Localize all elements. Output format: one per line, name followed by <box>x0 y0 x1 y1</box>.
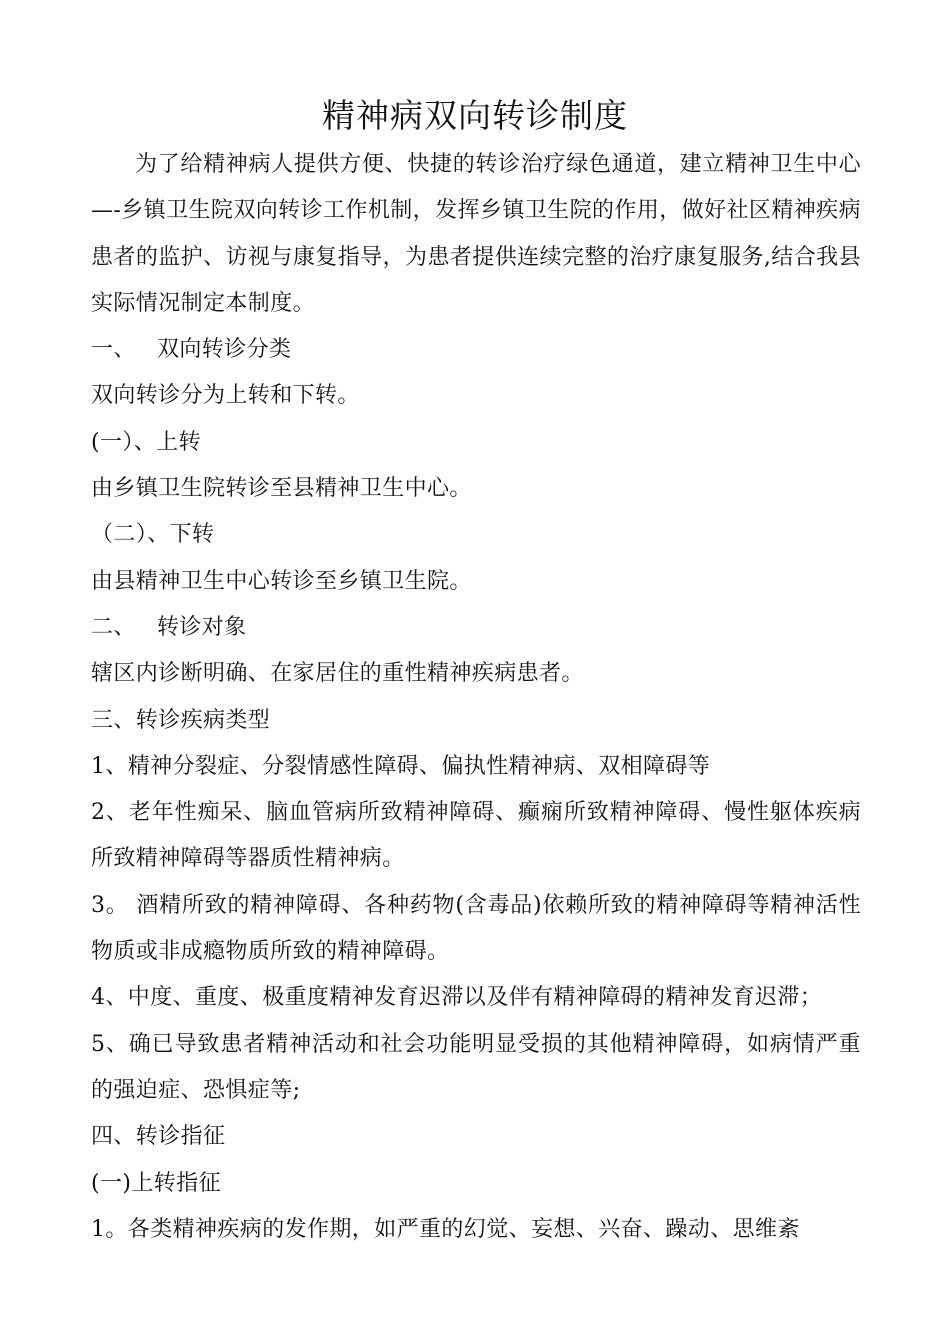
section-1-sub-2-heading: （二）、下转 <box>91 522 215 548</box>
section-1-sub-1-text: 由乡镇卫生院转诊至县精神卫生中心。 <box>91 476 472 502</box>
section-3-item-1: 1、精神分裂症、分裂情感性障碍、偏执性精神病、双相障碍等 <box>91 753 711 779</box>
document-title: 精神病双向转诊制度 <box>322 96 628 135</box>
section-4-sub-1-heading: (一)上转指征 <box>91 1170 221 1196</box>
section-1-sub-2-text: 由县精神卫生中心转诊至乡镇卫生院。 <box>91 568 472 594</box>
section-2-text: 辖区内诊断明确、在家居住的重性精神疾病患者。 <box>91 661 584 687</box>
section-3-item-3: 3。 酒精所致的精神障碍、各种药物(含毒品)依赖所致的精神障碍等精神活性物质或非成瘾物质所致的精神障碍。 <box>91 892 861 965</box>
section-4-heading: 四、转诊指征 <box>91 1124 226 1150</box>
section-3-item-5: 5、确已导致患者精神活动和社会功能明显受损的其他精神障碍，如病情严重的强迫症、恐惧症等; <box>91 1031 861 1103</box>
section-1-title: 双向转诊分类 <box>157 337 292 363</box>
section-1-number: 一、 <box>91 337 136 363</box>
section-3-item-4: 4、中度、重度、极重度精神发育迟滞以及伴有精神障碍的精神发育迟滞； <box>91 985 823 1011</box>
section-3-item-2: 2、老年性痴呆、脑血管病所致精神障碍、癫痫所致精神障碍、慢性躯体疾病所致精神障碍等器质性精神病。 <box>91 800 861 872</box>
section-1-sub-1-heading: (一）、上转 <box>91 429 201 455</box>
section-3-heading: 三、转诊疾病类型 <box>91 707 271 733</box>
intro-paragraph: 为了给精神病人提供方便、快捷的转诊治疗绿色通道，建立精神卫生中心—-乡镇卫生院双向转诊工作机制，发挥乡镇卫生院的作用，做好社区精神疾病患者的监护、访视与康复指导，为患者提供连续完整的治疗康复服务,结合我县实际情况制定本制度。 <box>91 152 861 316</box>
section-2-number: 二、 <box>91 614 136 640</box>
document-body <box>91 142 861 1253</box>
section-1-heading <box>91 327 861 373</box>
section-1-text: 双向转诊分为上转和下转。 <box>91 383 360 409</box>
section-2-heading <box>91 605 861 651</box>
section-4-item-1: 1。各类精神疾病的发作期，如严重的幻觉、妄想、兴奋、躁动、思维紊 <box>91 1216 800 1242</box>
section-2-title: 转诊对象 <box>157 614 247 640</box>
